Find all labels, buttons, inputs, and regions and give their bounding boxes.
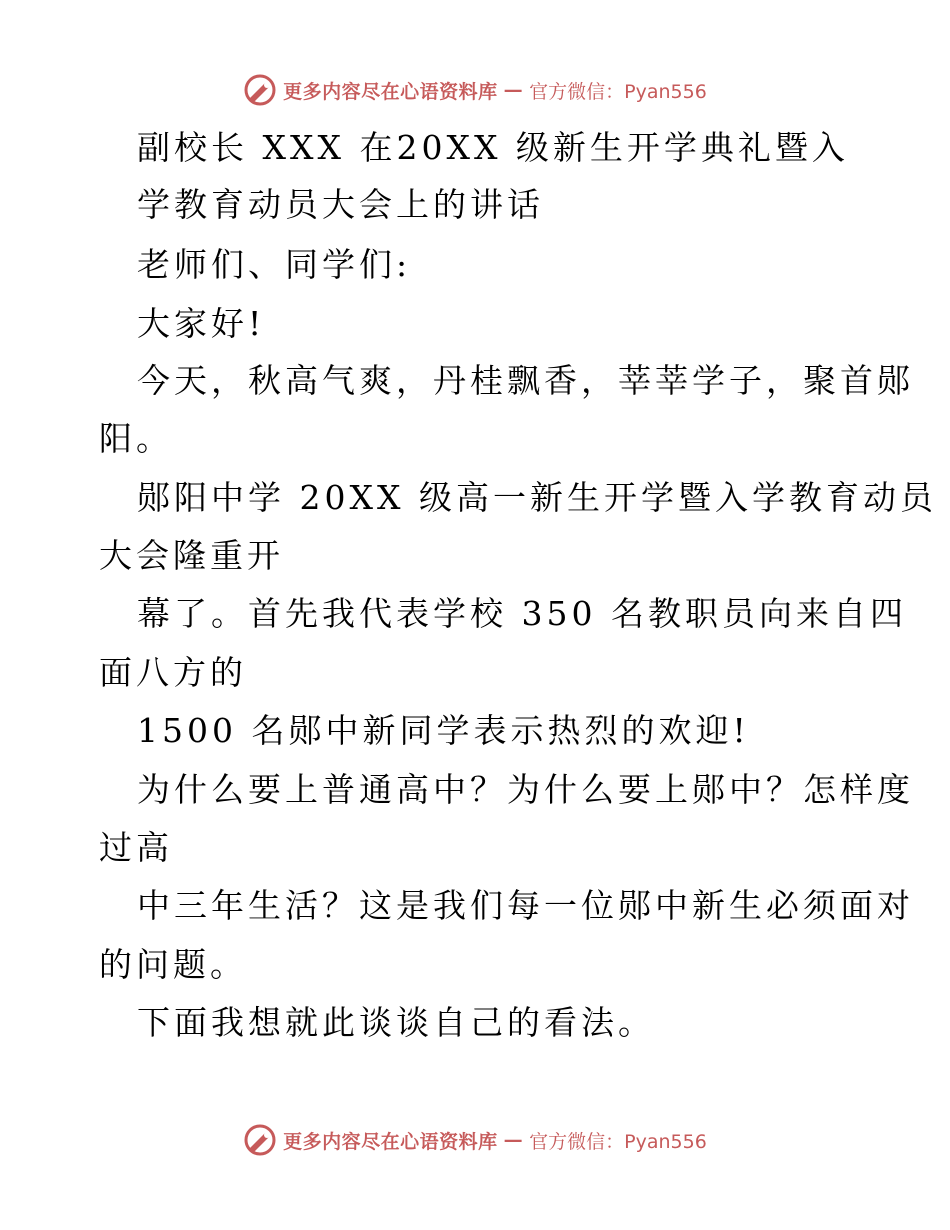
paragraph-line: 为什么要上普通高中？为什么要上郧中？怎样度 bbox=[137, 770, 914, 809]
salutation: 老师们、同学们: bbox=[137, 245, 412, 284]
paragraph-line: 中三年生活？这是我们每一位郧中新生必须面对 bbox=[137, 886, 914, 925]
footer-watermark bbox=[0, 1120, 950, 1160]
document-title-line-2: 学教育动员大会上的讲话 bbox=[137, 185, 544, 224]
pen-logo-icon bbox=[243, 1123, 277, 1157]
paragraph-line: 阳。 bbox=[99, 419, 173, 458]
watermark-wechat-text: 官方微信：Pyan556 bbox=[529, 1130, 707, 1153]
paragraph-line: 过高 bbox=[99, 828, 173, 867]
paragraph-line: 1500 名郧中新同学表示热烈的欢迎! bbox=[137, 711, 750, 750]
paragraph-line: 郧阳中学 20XX 级高一新生开学暨入学教育动员 bbox=[137, 478, 937, 517]
watermark-brand-text: 更多内容尽在心语资料库 bbox=[283, 80, 498, 103]
paragraph-line: 的问题。 bbox=[99, 945, 247, 984]
paragraph-line: 幕了。首先我代表学校 350 名教职员向来自四 bbox=[137, 594, 907, 633]
document-title-line-1: 副校长 XXX 在20XX 级新生开学典礼暨入 bbox=[137, 128, 849, 167]
pen-logo-icon bbox=[243, 73, 277, 107]
paragraph-line: 面八方的 bbox=[99, 653, 247, 692]
watermark-separator: — bbox=[503, 79, 524, 101]
watermark-brand-text: 更多内容尽在心语资料库 bbox=[283, 1130, 498, 1153]
paragraph-line: 今天，秋高气爽，丹桂飘香，莘莘学子，聚首郧 bbox=[137, 361, 914, 400]
watermark-separator: — bbox=[503, 1129, 524, 1151]
paragraph-line: 下面我想就此谈谈自己的看法。 bbox=[137, 1003, 655, 1042]
paragraph-line: 大会隆重开 bbox=[99, 536, 284, 575]
watermark-wechat-text: 官方微信：Pyan556 bbox=[529, 80, 707, 103]
header-watermark bbox=[0, 70, 950, 110]
greeting: 大家好! bbox=[137, 304, 266, 343]
